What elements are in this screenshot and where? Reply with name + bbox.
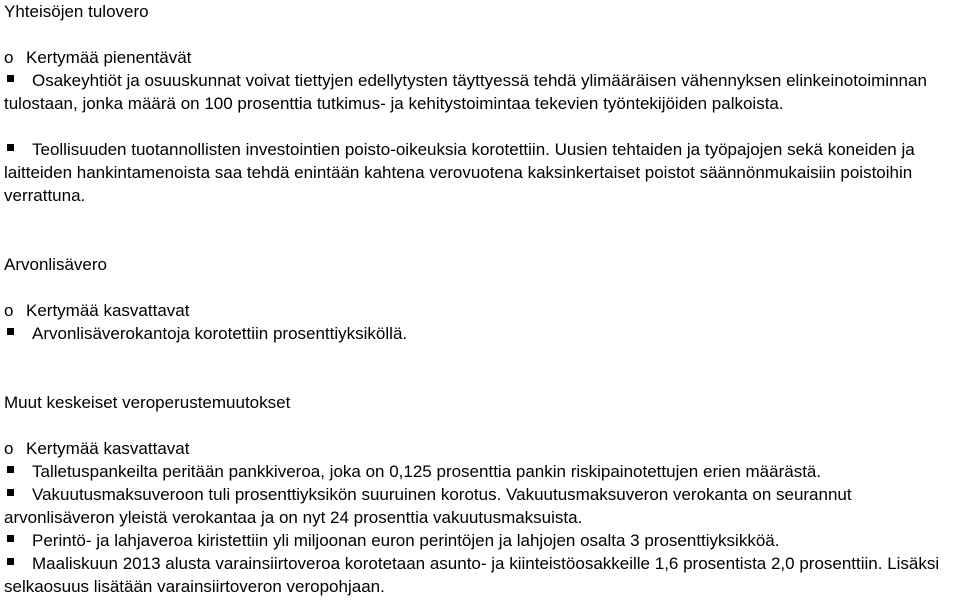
bullet-text: Teollisuuden tuotannollisten investointien poisto-oikeuksia korotettiin. Uusien tehtaiden ja työpajojen sekä koneiden ja laitteiden hankintamenoista saa tehdä enintään kahtena verovuotena kaksinkertaiset poistot säännönmukaisiin poistoihin verrattuna. — [4, 140, 915, 205]
bullet-text: Arvonlisäverokantoja korotettiin prosenttiyksiköllä. — [32, 324, 408, 343]
bullet-item-rd-deduction — [4, 69, 956, 115]
bullet-item-insurance-tax — [4, 483, 956, 529]
bullet-item-depreciation — [4, 138, 956, 207]
bullet-item-inheritance-tax — [4, 529, 956, 552]
circle-marker: o — [4, 301, 14, 320]
bullet-item-bank-tax — [4, 460, 956, 483]
section-title-other-changes: Muut keskeiset veroperustemuutokset — [4, 393, 291, 412]
circle-marker: o — [4, 439, 14, 458]
bullet-item-transfer-tax — [4, 552, 956, 598]
bullet-item-vat-rates — [4, 322, 956, 345]
section-title-corporate-tax: Yhteisöjen tulovero — [4, 2, 149, 21]
bullet-text: Maaliskuun 2013 alusta varainsiirtoveroa korotetaan asunto- ja kiinteistöosakkeille 1,6 prosentista 2,0 prosenttiin. Lisäksi selkaosuus lisätään varainsiirtoveron veropohjaan. — [4, 554, 940, 596]
subheading-label: Kertymää kasvattavat — [26, 439, 190, 458]
subheading-decreasing — [4, 46, 191, 69]
subheading-label: Kertymää kasvattavat — [26, 301, 190, 320]
circle-marker: o — [4, 48, 14, 67]
section-title-vat: Arvonlisävero — [4, 255, 107, 274]
bullet-text: Perintö- ja lahjaveroa kiristettiin yli miljoonan euron perintöjen ja lahjojen osalta 3 prosenttiyksikköä. — [32, 531, 780, 550]
bullet-text: Vakuutusmaksuveroon tuli prosenttiyksikön suuruinen korotus. Vakuutusmaksuveron verokanta on seurannut arvonlisäveron yleistä verokantaa ja on nyt 24 prosenttia vakuutusmaksuista. — [4, 485, 852, 527]
subheading-increasing-vat — [4, 299, 189, 322]
subheading-label: Kertymää pienentävät — [26, 48, 192, 67]
subheading-increasing-other — [4, 437, 189, 460]
bullet-text: Osakeyhtiöt ja osuuskunnat voivat tiettyjen edellytysten täyttyessä tehdä ylimääräisen vähennyksen elinkeinotoiminnan tulostaan, jonka määrä on 100 prosenttia tutkimus- ja kehitystoimintaa tekevien työntekijöiden palkoista. — [4, 71, 927, 113]
bullet-text: Talletuspankeilta peritään pankkiveroa, joka on 0,125 prosenttia pankin riskipainotettujen erien määrästä. — [32, 462, 822, 481]
